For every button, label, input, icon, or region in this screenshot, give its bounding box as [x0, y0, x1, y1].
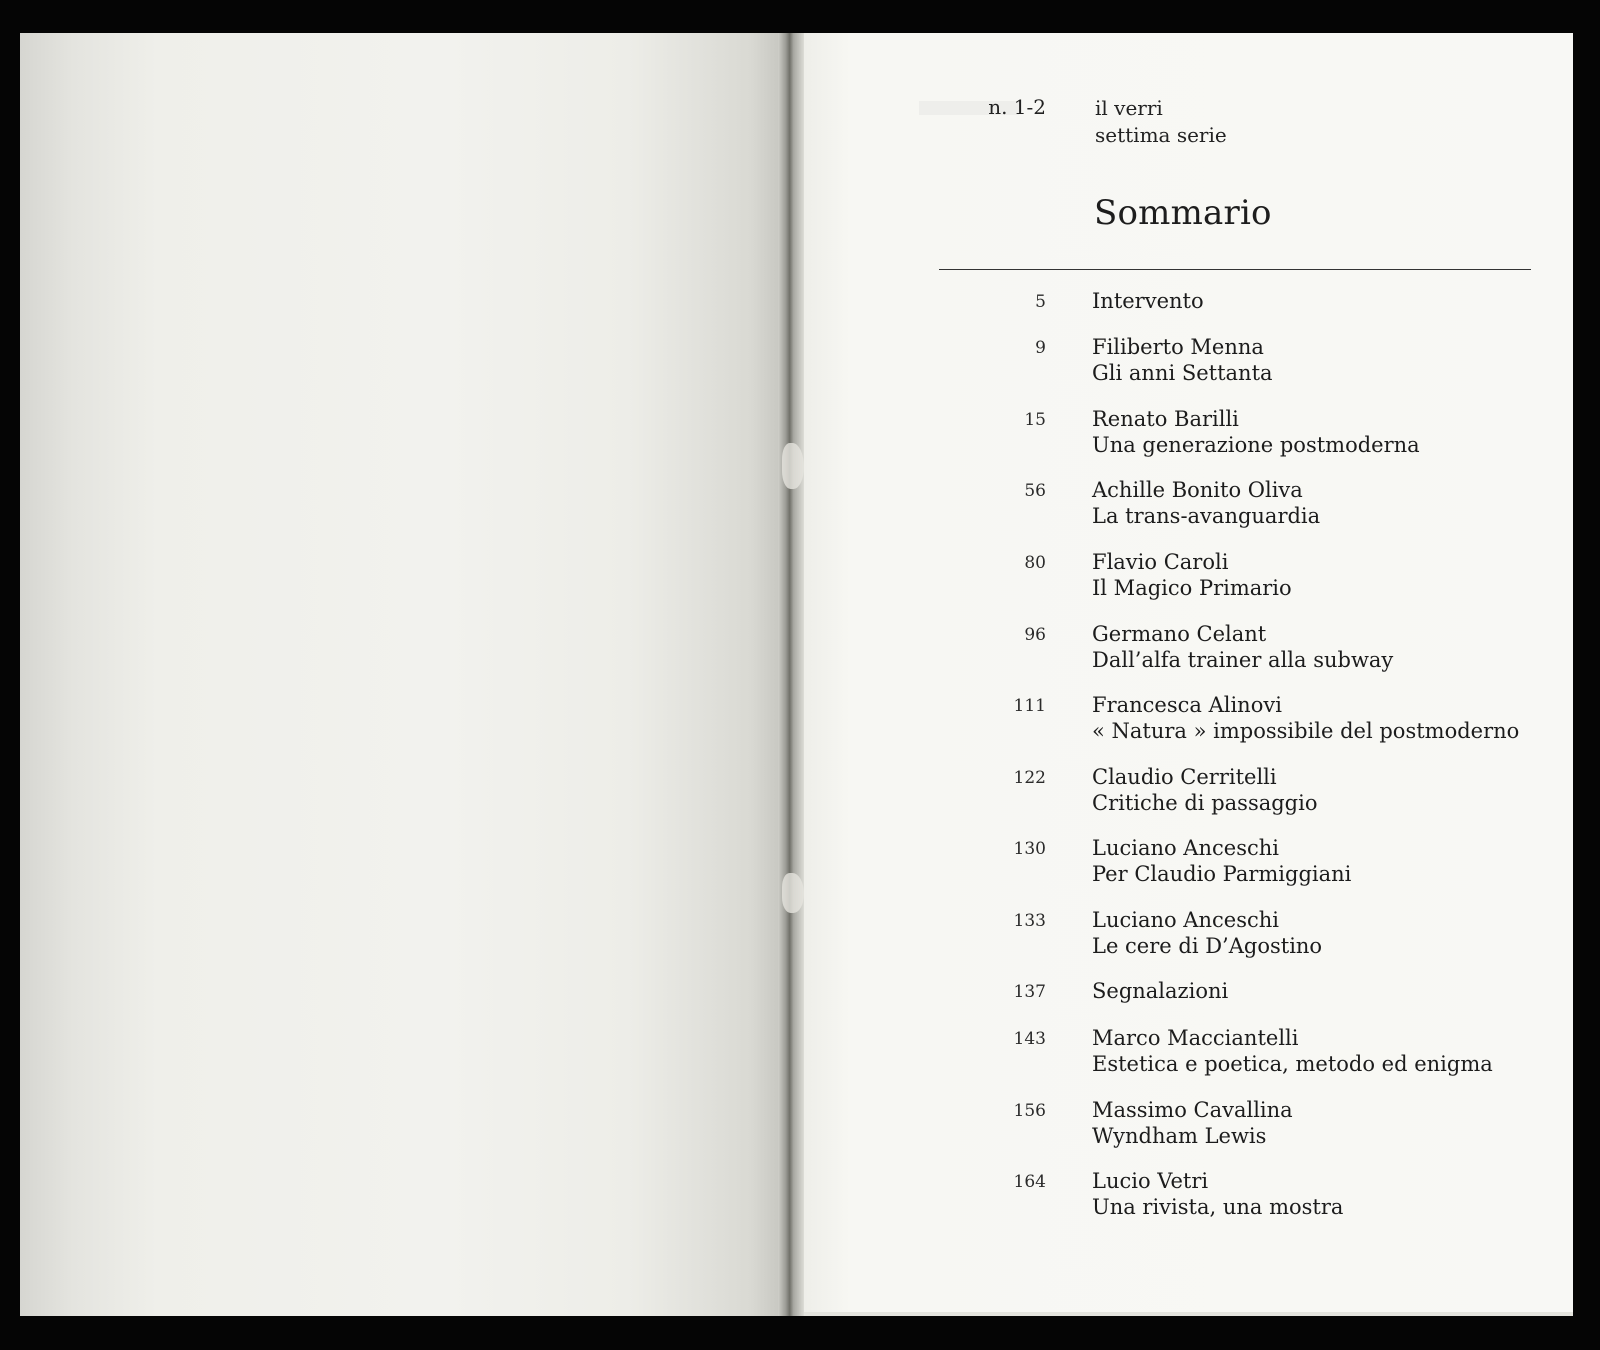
toc-title: Wyndham Lewis [1092, 1124, 1267, 1148]
toc-author: Germano Celant [1092, 622, 1267, 646]
toc-author: Achille Bonito Oliva [1092, 478, 1303, 502]
toc-title: Intervento [1092, 289, 1204, 313]
toc-page-number: 130 [1013, 839, 1046, 859]
toc-title: La trans-avanguardia [1092, 504, 1321, 528]
toc-title: Critiche di passaggio [1092, 791, 1318, 815]
toc-page-number: 156 [1013, 1101, 1046, 1121]
toc-title: Il Magico Primario [1092, 576, 1292, 600]
toc-author: Luciano Anceschi [1092, 836, 1279, 860]
toc-page-number: 137 [1013, 982, 1046, 1002]
left-page-blank [20, 33, 781, 1316]
table-of-contents [804, 33, 1573, 1316]
toc-page-number: 80 [1024, 553, 1046, 573]
binding-thread-mark [782, 873, 804, 913]
toc-author: Flavio Caroli [1092, 550, 1229, 574]
toc-title: Le cere di D’Agostino [1092, 934, 1323, 958]
right-page [804, 33, 1573, 1316]
toc-author: Massimo Cavallina [1092, 1098, 1293, 1122]
toc-author: Marco Macciantelli [1092, 1026, 1299, 1050]
toc-page-number: 96 [1024, 625, 1046, 645]
book-spread [20, 33, 1573, 1316]
book-gutter [778, 33, 804, 1316]
toc-page-number: 111 [1013, 696, 1046, 716]
journal-name: il verri [1095, 96, 1163, 120]
toc-author: Filiberto Menna [1092, 335, 1264, 359]
toc-title: Segnalazioni [1092, 979, 1229, 1003]
toc-page-number: 164 [1013, 1172, 1046, 1192]
binding-thread-mark [782, 443, 804, 489]
toc-page-number: 133 [1013, 911, 1046, 931]
toc-page-number: 122 [1013, 768, 1046, 788]
toc-title: Gli anni Settanta [1092, 361, 1273, 385]
toc-page-number: 5 [1035, 292, 1046, 312]
toc-author: Lucio Vetri [1092, 1169, 1209, 1193]
toc-author: Francesca Alinovi [1092, 693, 1282, 717]
toc-page-number: 56 [1024, 481, 1046, 501]
toc-author: Luciano Anceschi [1092, 908, 1279, 932]
toc-title: Una generazione postmoderna [1092, 433, 1420, 457]
series-name: settima serie [1095, 123, 1227, 147]
toc-author: Renato Barilli [1092, 407, 1239, 431]
toc-title: « Natura » impossibile del postmoderno [1092, 719, 1520, 743]
toc-title: Estetica e poetica, metodo ed enigma [1092, 1052, 1493, 1076]
toc-title: Una rivista, una mostra [1092, 1195, 1344, 1219]
toc-page-number: 9 [1035, 338, 1046, 358]
toc-page-number: 143 [1013, 1029, 1046, 1049]
page-title: Sommario [1094, 193, 1272, 233]
issue-number: n. 1-2 [988, 95, 1046, 119]
toc-author: Claudio Cerritelli [1092, 765, 1277, 789]
toc-page-number: 15 [1024, 410, 1046, 430]
toc-title: Per Claudio Parmiggiani [1092, 862, 1352, 886]
toc-title: Dall’alfa trainer alla subway [1092, 648, 1394, 672]
